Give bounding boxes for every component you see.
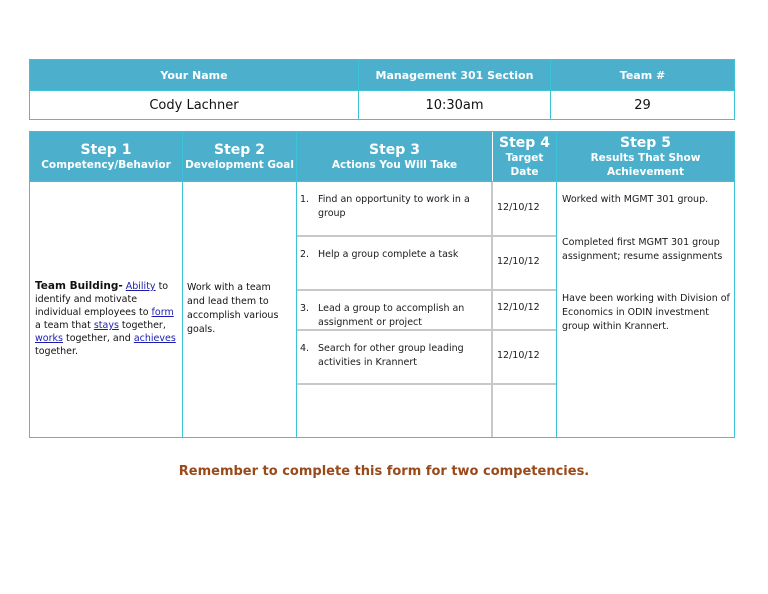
step5-header bbox=[557, 132, 734, 181]
action-item bbox=[300, 248, 476, 262]
team-header: Team # bbox=[551, 60, 734, 91]
competency-text-part: to identify and motivate individual employees to bbox=[35, 281, 169, 318]
target-date: 12/10/12 bbox=[497, 256, 540, 267]
divider bbox=[30, 181, 734, 182]
competency-text-part: together. bbox=[35, 346, 79, 357]
action-text: Search for other group leading activities in Krannert bbox=[318, 343, 464, 368]
step5-title: Step 5 bbox=[620, 134, 671, 151]
divider bbox=[491, 182, 493, 437]
divider bbox=[556, 132, 557, 437]
step4-subtitle: Target Date bbox=[505, 151, 544, 178]
competency-text-part: a team that bbox=[35, 320, 94, 331]
competency-heading: Team Building- bbox=[35, 280, 123, 292]
team-value: 29 bbox=[634, 97, 651, 113]
step1-title: Step 1 bbox=[80, 141, 132, 158]
action-text: Lead a group to accomplish an assignment or project bbox=[318, 303, 465, 328]
competency-text bbox=[35, 280, 178, 358]
target-date: 12/10/12 bbox=[497, 350, 540, 361]
action-number: 1. bbox=[300, 194, 310, 205]
target-date: 12/10/12 bbox=[497, 202, 540, 213]
divider bbox=[297, 383, 556, 385]
step3-subtitle: Actions You Will Take bbox=[331, 158, 458, 171]
result-item: Have been working with Division of Economics in ODIN investment group within Krannert. bbox=[562, 293, 730, 332]
action-number: 2. bbox=[300, 249, 310, 260]
step2-header bbox=[183, 132, 296, 181]
name-value: Cody Lachner bbox=[149, 97, 239, 113]
action-number: 3. bbox=[300, 303, 310, 314]
result-item: Completed first MGMT 301 group assignment; resume assignments bbox=[562, 237, 723, 262]
step3-header bbox=[297, 132, 492, 181]
step3-title: Step 3 bbox=[369, 141, 420, 158]
reminder-text: Remember to complete this form for two competencies. bbox=[178, 464, 590, 479]
step4-header bbox=[493, 132, 556, 181]
step1-subtitle: Competency/Behavior bbox=[41, 158, 171, 171]
action-item bbox=[300, 302, 476, 330]
divider bbox=[296, 132, 297, 437]
link-form[interactable]: form bbox=[151, 307, 174, 318]
development-plan-table bbox=[29, 131, 735, 438]
divider bbox=[297, 289, 556, 291]
step4-title: Step 4 bbox=[499, 134, 550, 151]
action-item bbox=[300, 193, 476, 221]
action-text: Find an opportunity to work in a group bbox=[318, 194, 470, 219]
result-item: Worked with MGMT 301 group. bbox=[562, 194, 709, 205]
competency-text-part: together, and bbox=[62, 333, 134, 344]
step5-subtitle: Results That Show Achievement bbox=[590, 151, 701, 178]
student-info-table bbox=[29, 59, 735, 120]
competency-text-part: together, bbox=[118, 320, 166, 331]
section-header: Management 301 Section bbox=[359, 60, 550, 91]
development-goal: Work with a team and lead them to accomplish various goals. bbox=[187, 282, 279, 335]
link-ability[interactable]: Ability bbox=[125, 281, 156, 292]
target-date: 12/10/12 bbox=[497, 302, 540, 313]
link-achieves[interactable]: achieves bbox=[133, 333, 176, 344]
action-text: Help a group complete a task bbox=[318, 249, 459, 260]
step2-subtitle: Development Goal bbox=[185, 158, 294, 171]
step1-header bbox=[30, 132, 182, 181]
divider bbox=[182, 132, 183, 437]
link-stays[interactable]: stays bbox=[93, 320, 119, 331]
step2-title: Step 2 bbox=[214, 141, 265, 158]
section-value: 10:30am bbox=[425, 97, 484, 113]
action-number: 4. bbox=[300, 343, 310, 354]
action-item bbox=[300, 342, 476, 370]
name-header: Your Name bbox=[30, 60, 358, 91]
divider bbox=[297, 235, 556, 237]
link-works[interactable]: works bbox=[35, 333, 63, 344]
